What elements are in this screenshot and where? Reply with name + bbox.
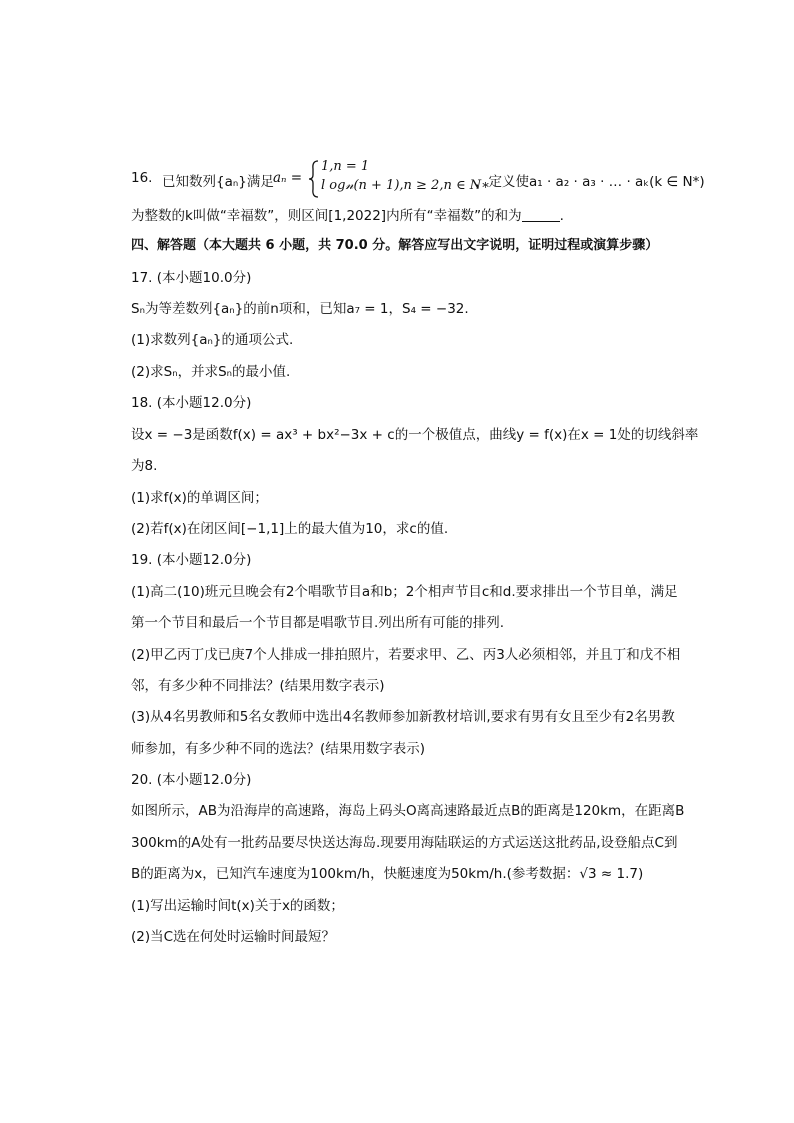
q20-stem-3: B的距离为x，已知汽车速度为100km/h，快艇速度为50km/h.(参考数据：√3 ≈ 1.7): [131, 866, 644, 882]
q16-case-1: 1,n = 1: [321, 159, 370, 174]
section-heading: 四、解答题（本大题共 6 小题，共 70.0 分。解答应写出文字说明，证明过程或演算步骤）: [131, 238, 659, 253]
q19-part-2b: 邻，有多少种不同排法？(结果用数字表示): [131, 678, 385, 694]
q16-case-2: l og𝓃(n + 1),n ≥ 2,n ∈ N∗: [321, 178, 490, 193]
q19-part-1a: (1)高二(10)班元旦晚会有2个唱歌节目a和b；2个相声节目c和d.要求排出一个节目单，满足: [131, 584, 678, 600]
q16-line2-end: .: [559, 208, 564, 224]
q16-line2: [131, 206, 564, 226]
q19-part-3b: 师参加，有多少种不同的选法？(结果用数字表示): [131, 741, 426, 757]
q16-line1: [131, 158, 731, 200]
q18-header: 18. (本小题12.0分): [131, 395, 252, 411]
q16-formula-lhs: aₙ =: [273, 170, 303, 186]
q20-stem-2: 300km的A处有一批药品要尽快送达海岛.现要用海陆联运的方式运送这批药品,设登船点C到: [131, 835, 678, 851]
q17-stem: Sₙ为等差数列{aₙ}的前n项和，已知a₇ = 1，S₄ = −32.: [131, 301, 469, 317]
q16-text-b: ，定义使a₁ · a₂ · a₃ · … · aₖ(k ∈ N*): [475, 174, 705, 190]
q17-part-2: (2)求Sₙ，并求Sₙ的最小值.: [131, 364, 291, 380]
q16-line2-text: 为整数的k叫做“幸福数”，则区间[1,2022]内所有“幸福数”的和为: [131, 208, 522, 224]
q18-part-1: (1)求f(x)的单调区间；: [131, 490, 268, 506]
q18-stem-2: 为8.: [131, 458, 158, 474]
left-brace-icon: [308, 160, 320, 198]
q18-stem-1: 设x = −3是函数f(x) = ax³ + bx²−3x + c的一个极值点，曲线y = f(x)在x = 1处的切线斜率: [131, 427, 699, 443]
q17-header: 17. (本小题10.0分): [131, 270, 252, 286]
q20-stem-1: 如图所示，AB为沿海岸的高速路，海岛上码头O离高速路最近点B的距离是120km，在距离B: [131, 803, 685, 819]
q20-part-1: (1)写出运输时间t(x)关于x的函数；: [131, 898, 344, 914]
q16-text-a: 已知数列{aₙ}满足: [162, 174, 274, 190]
q19-part-3a: (3)从4名男教师和5名女教师中选出4名教师参加新教材培训,要求有男有女且至少有2名男教: [131, 709, 675, 725]
answer-blank: [522, 207, 560, 222]
q18-part-2: (2)若f(x)在闭区间[−1,1]上的最大值为10，求c的值.: [131, 521, 449, 537]
q19-part-1b: 第一个节目和最后一个节目都是唱歌节目.列出所有可能的排列.: [131, 615, 505, 631]
q19-part-2a: (2)甲乙丙丁戊已庚7个人排成一排拍照片，若要求甲、乙、丙3人必须相邻，并且丁和戊不相: [131, 647, 681, 663]
q16-number: 16.: [131, 170, 153, 186]
q20-part-2: (2)当C选在何处时运输时间最短？: [131, 929, 336, 945]
q19-header: 19. (本小题12.0分): [131, 552, 252, 568]
q17-part-1: (1)求数列{aₙ}的通项公式.: [131, 332, 294, 348]
q20-header: 20. (本小题12.0分): [131, 772, 252, 788]
